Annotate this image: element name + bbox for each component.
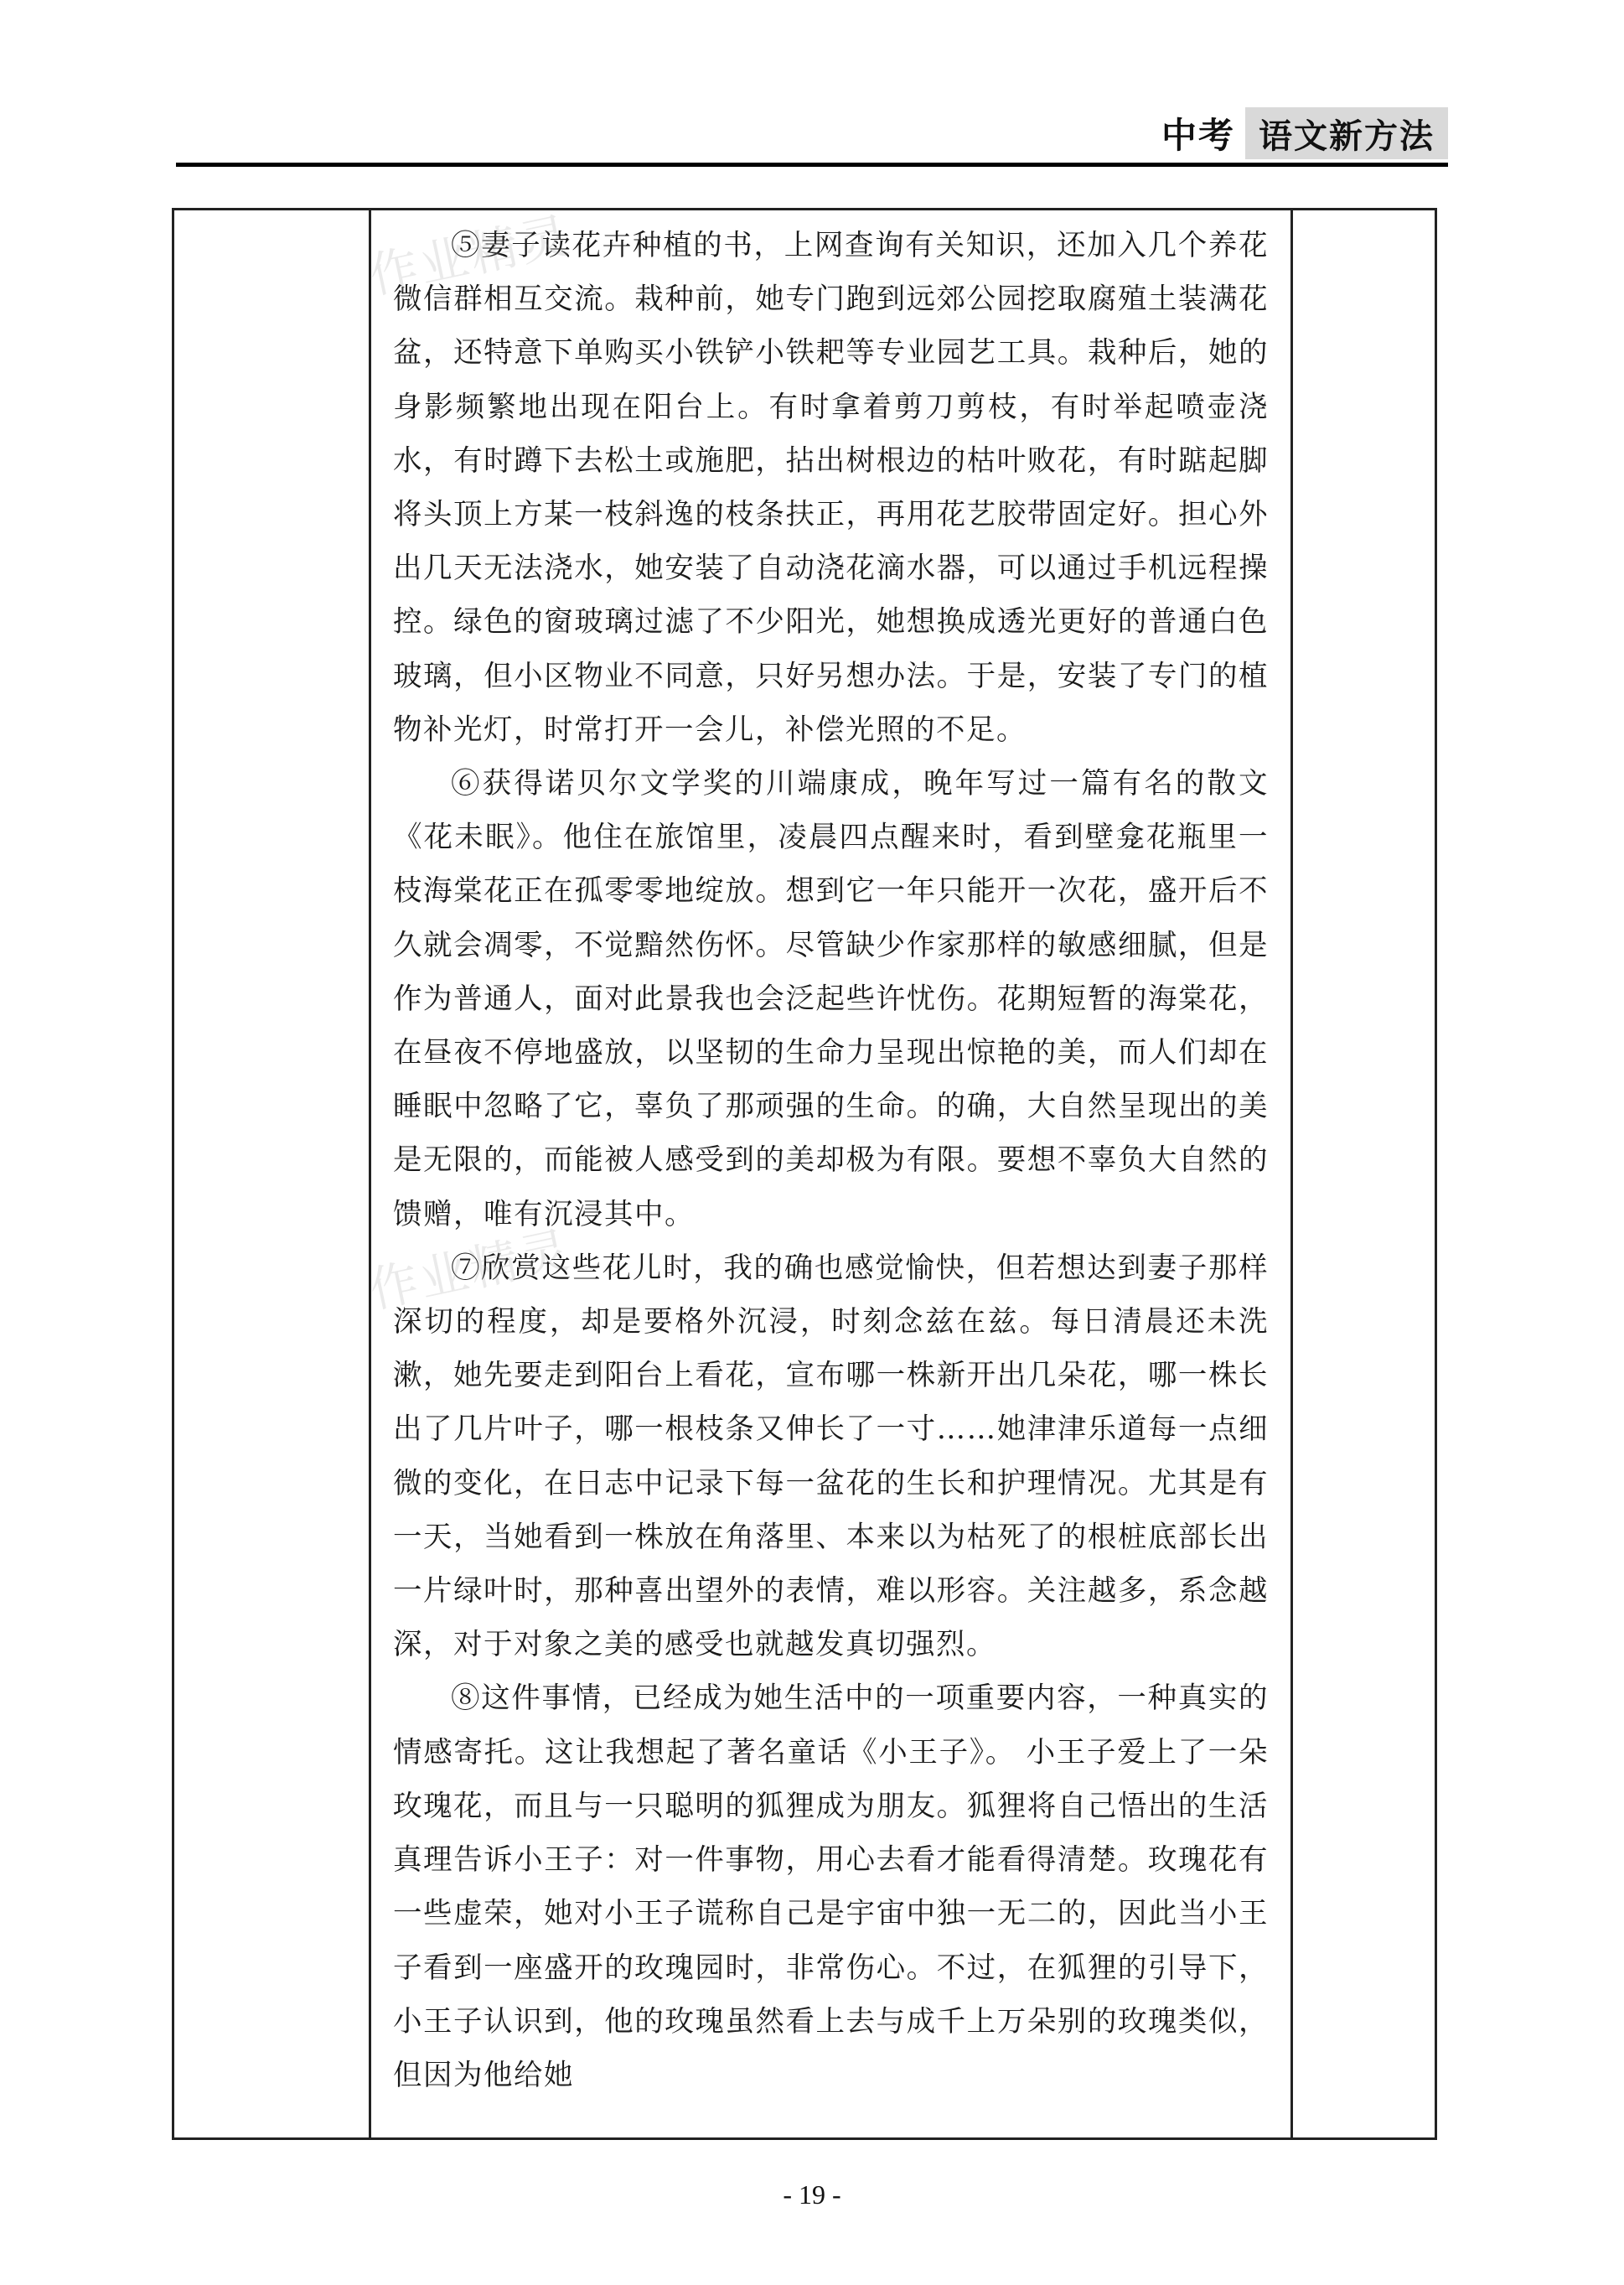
paragraph-6: ⑥获得诺贝尔文学奖的川端康成，晚年写过一篇有名的散文《花未眠》。他住在旅馆里，凌晨四点醒来时，看到壁龛花瓶里一枝海棠花正在孤零零地绽放。想到它一年只能开一次花，盛开后不久就会凋零，不觉黯然伤怀。尽管缺少作家那样的敏感细腻，但是作为普通人，面对此景我也会泛起些许忧伤。花期短暂的海棠花，在昼夜不停地盛放，以坚韧的生命力呈现出惊艳的美，而人们却在睡眠中忽略了它，辜负了那顽强的生命。的确，大自然呈现出的美是无限的，而能被人感受到的美却极为有限。要想不辜负大自然的馈赠，唯有沉浸其中。 bbox=[393, 767, 1269, 1231]
content-table bbox=[172, 208, 1437, 2140]
left-column bbox=[174, 210, 371, 2137]
paragraph-8: ⑧这件事情，已经成为她生活中的一项重要内容，一种真实的情感寄托。这让我想起了著名童话《小王子》。 小王子爱上了一朵玫瑰花，而且与一只聪明的狐狸成为朋友。狐狸将自己悟出的生活真理告诉小王子：对一件事物，用心去看才能看得清楚。玫瑰花有一些虚荣，她对小王子谎称自己是宇宙中独一无二的，因此当小王子看到一座盛开的玫瑰园时，非常伤心。不过，在狐狸的引导下，小王子认识到，他的玫瑰虽然看上去与成千上万朵别的玫瑰类似，但因为他给她 bbox=[393, 1681, 1269, 2092]
page-number: - 19 - bbox=[783, 2179, 841, 2210]
header-exam-label: 中考 bbox=[1161, 115, 1235, 156]
paragraph-7: ⑦欣赏这些花儿时，我的确也感觉愉快，但若想达到妻子那样深切的程度，却是要格外沉浸，时刻念兹在兹。每日清晨还未洗漱，她先要走到阳台上看花，宣布哪一株新开出几朵花，哪一株长出了几片叶子，哪一根枝条又伸长了一寸……她津津乐道每一点细微的变化，在日志中记录下每一盆花的生长和护理情况。尤其是有一天，当她看到一株放在角落里、本来以为枯死了的根桩底部长出一片绿叶时，那种喜出望外的表情，难以形容。关注越多，系念越深，对于对象之美的感受也就越发真切强烈。 bbox=[393, 1251, 1269, 1662]
text-column bbox=[371, 210, 1290, 2137]
watermark: 作业精灵 bbox=[364, 1220, 577, 1319]
header-book-title: 语文新方法 bbox=[1245, 107, 1448, 159]
right-column bbox=[1290, 210, 1435, 2137]
paragraph-5: ⑤妻子读花卉种植的书，上网查询有关知识，还加入几个养花微信群相互交流。栽种前，她专门跑到远郊公园挖取腐殖土装满花盆，还特意下单购买小铁铲小铁耙等专业园艺工具。栽种后，她的身影频繁地出现在阳台上。有时拿着剪刀剪枝，有时举起喷壶浇水，有时蹲下去松土或施肥，拈出树根边的枯叶败花，有时踮起脚将头顶上方某一枝斜逸的枝条扶正，再用花艺胶带固定好。担心外出几天无法浇水，她安装了自动浇花滴水器，可以通过手机远程操控。绿色的窗玻璃过滤了不少阳光，她想换成透光更好的普通白色玻璃，但小区物业不同意，只好另想办法。于是，安装了专门的植物补光灯，时常打开一会儿，补偿光照的不足。 bbox=[393, 229, 1269, 747]
watermark: 作业精灵 bbox=[364, 206, 577, 305]
book-header bbox=[1161, 107, 1448, 159]
header-rule bbox=[176, 163, 1448, 167]
